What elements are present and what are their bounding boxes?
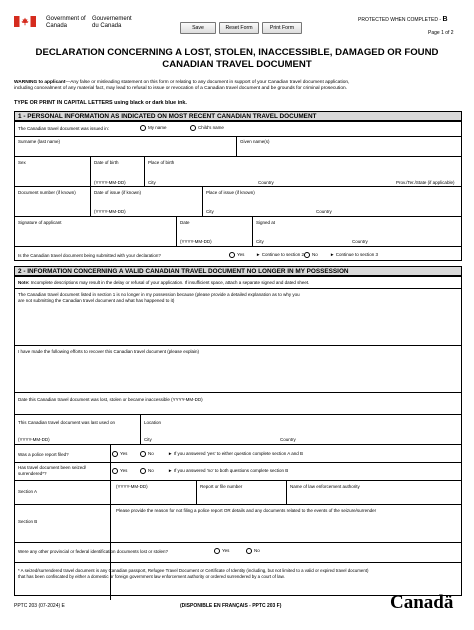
issued-in-label: The Canadian travel document was issued in: bbox=[18, 126, 110, 131]
pob-label: Place of birth bbox=[148, 160, 175, 165]
other-docs-yes-radio[interactable] bbox=[214, 548, 220, 554]
section-a-date-field[interactable]: (YYYY-MM-DD) bbox=[116, 484, 148, 489]
yes-label: Yes bbox=[120, 451, 128, 457]
french-available: (DISPONIBLE EN FRANÇAIS - PPTC 203 F) bbox=[180, 603, 282, 609]
print-form-button[interactable]: Print Form bbox=[262, 22, 302, 34]
dob-format: (YYYY-MM-DD) bbox=[94, 180, 126, 185]
sign-date-label: Date bbox=[180, 220, 190, 225]
doc-number-field[interactable]: Document number (if known) bbox=[18, 190, 76, 195]
protected-label bbox=[358, 17, 448, 23]
sex-field[interactable]: Sex bbox=[18, 160, 26, 165]
divider bbox=[14, 444, 462, 445]
divider bbox=[14, 156, 462, 157]
place-issue-label: Place of issue (if known) bbox=[206, 190, 255, 195]
canada-wordmark: Canadä bbox=[390, 592, 454, 613]
other-docs-no-radio[interactable] bbox=[246, 548, 252, 554]
protected-text: PROTECTED WHEN COMPLETED - bbox=[358, 17, 442, 23]
divider bbox=[202, 186, 203, 216]
explain-line1: The Canadian travel document listed in section 1 is no longer in my possession because (please provide a detailed explanation as to why you bbox=[18, 292, 300, 297]
childs-name-label: Child's name bbox=[198, 125, 224, 131]
section1-header: 1 - PERSONAL INFORMATION AS INDICATED ON MOST RECENT CANADIAN TRAVEL DOCUMENT bbox=[14, 111, 462, 121]
divider bbox=[14, 542, 462, 543]
seized-yes-radio[interactable] bbox=[112, 468, 118, 474]
save-button[interactable]: Save bbox=[180, 22, 216, 34]
report-number-field[interactable]: Report or file number bbox=[200, 484, 243, 489]
police-question: Was a police report filed? bbox=[18, 452, 69, 457]
signature-field[interactable]: Signature of applicant bbox=[18, 220, 62, 225]
police-no-text: If you answered 'no' to both questions complete section B bbox=[173, 468, 289, 473]
my-name-option[interactable] bbox=[140, 125, 167, 131]
efforts-label: I have made the following efforts to recover this Canadian travel document (please explain) bbox=[18, 349, 200, 354]
explanation-textarea[interactable] bbox=[15, 304, 461, 344]
given-names-field[interactable]: Given name(s) bbox=[240, 139, 270, 144]
surname-field[interactable]: Surname (last name) bbox=[18, 139, 61, 144]
my-name-label: My name bbox=[148, 125, 167, 131]
divider bbox=[176, 216, 177, 246]
divider bbox=[14, 186, 462, 187]
no-label: No bbox=[148, 468, 154, 474]
yes-label: Yes bbox=[222, 548, 230, 554]
divider bbox=[140, 414, 141, 444]
page-number: Page 1 of 2 bbox=[428, 30, 454, 36]
sign-date-format: (YYYY-MM-DD) bbox=[180, 239, 212, 244]
seized-question-1: Has travel document been seized/ bbox=[18, 465, 87, 470]
type-print-instruction: TYPE OR PRINT IN CAPITAL LETTERS using black or dark blue ink. bbox=[14, 100, 187, 106]
police-no-instruction: ► If you answered 'no' to both questions complete section B bbox=[168, 468, 289, 473]
divider bbox=[286, 480, 287, 504]
canada-flag-icon bbox=[14, 16, 36, 27]
location-country-field[interactable]: Country bbox=[280, 437, 296, 442]
divider bbox=[14, 246, 462, 247]
police-no-radio[interactable] bbox=[140, 451, 146, 457]
divider bbox=[196, 480, 197, 504]
date-lost-field[interactable]: Date this Canadian travel document was lost, stolen or became inaccessible (YYYY-MM-DD) bbox=[18, 397, 203, 402]
police-yes-text: If you answered 'yes' to either question complete section A and B bbox=[173, 451, 304, 456]
continue3-label: Continue to section 3 bbox=[335, 252, 378, 257]
gov-en-label: Government of Canada bbox=[46, 16, 86, 29]
divider bbox=[14, 136, 462, 137]
explain-line2: are not submitting the Canadian travel document and what has happened to it) bbox=[18, 298, 175, 303]
seized-yes-option[interactable] bbox=[112, 468, 127, 474]
divider bbox=[14, 288, 462, 289]
warning-label: WARNING to applicant bbox=[14, 80, 66, 85]
submitted-no-option[interactable] bbox=[304, 252, 318, 258]
reset-form-button[interactable]: Reset Form bbox=[219, 22, 259, 34]
continue-section2: ► Continue to section 2 bbox=[256, 252, 304, 257]
my-name-radio[interactable] bbox=[140, 125, 146, 131]
divider bbox=[14, 480, 462, 481]
pob-city-field[interactable]: City bbox=[148, 180, 156, 185]
warning-line1: —Any false or misleading statement on this form or relating to any document in support of your Canadian travel document application, bbox=[65, 80, 350, 85]
issue-country-field[interactable]: Country bbox=[316, 209, 332, 214]
yes-label: Yes bbox=[120, 468, 128, 474]
section-b-label: Section B bbox=[18, 519, 38, 524]
signed-at-label: Signed at bbox=[256, 220, 276, 225]
submitted-no-radio[interactable] bbox=[304, 252, 310, 258]
date-issue-label: Date of issue (if known) bbox=[94, 190, 142, 195]
divider bbox=[236, 136, 237, 156]
gov-fr-label: Gouvernement du Canada bbox=[92, 16, 132, 29]
last-used-label: This Canadian travel document was last used on bbox=[18, 420, 116, 425]
other-docs-question: Were any other provincial or federal identification documents lost or stolen? bbox=[18, 549, 168, 554]
section2-header: 2 - INFORMATION CONCERNING A VALID CANADIAN TRAVEL DOCUMENT NO LONGER IN MY POSSESSION bbox=[14, 266, 462, 276]
submitted-yes-radio[interactable] bbox=[229, 252, 235, 258]
childs-name-radio[interactable] bbox=[190, 125, 196, 131]
issue-city-field[interactable]: City bbox=[206, 209, 214, 214]
protected-level: B bbox=[442, 16, 448, 23]
continue2-label: Continue to section 2 bbox=[261, 252, 304, 257]
efforts-textarea[interactable] bbox=[15, 355, 461, 391]
police-no-option[interactable] bbox=[140, 451, 154, 457]
section-a-label: Section A bbox=[18, 489, 38, 494]
seized-no-radio[interactable] bbox=[140, 468, 146, 474]
form-title-line1: DECLARATION CONCERNING A LOST, STOLEN, INACCESSIBLE, DAMAGED OR FOUND bbox=[35, 47, 439, 58]
no-label: No bbox=[148, 451, 154, 457]
other-docs-yes-option[interactable] bbox=[214, 548, 229, 554]
form-title-line2: CANADIAN TRAVEL DOCUMENT bbox=[162, 59, 312, 70]
divider bbox=[14, 504, 462, 505]
location-label: Location bbox=[144, 420, 162, 425]
divider bbox=[14, 462, 462, 463]
divider bbox=[14, 392, 462, 393]
divider bbox=[14, 562, 462, 563]
location-city-field[interactable]: City bbox=[144, 437, 152, 442]
section-b-reason-field[interactable]: Please provide the reason for not filing a police report OR details and any documents related to the events of the seizure/surrender bbox=[116, 508, 377, 513]
note-label: Note: bbox=[18, 280, 30, 285]
date-issue-format: (YYYY-MM-DD) bbox=[94, 209, 126, 214]
continue-section3: ► Continue to section 3 bbox=[330, 252, 378, 257]
dob-label: Date of birth bbox=[94, 160, 119, 165]
pob-country-field[interactable]: Country bbox=[258, 180, 274, 185]
no-label: No bbox=[312, 252, 318, 258]
signed-city-field[interactable]: City bbox=[256, 239, 264, 244]
other-docs-no-option[interactable] bbox=[246, 548, 260, 554]
seized-question-2: surrendered*? bbox=[18, 471, 47, 476]
agency-field[interactable]: Name of law enforcement authority bbox=[290, 484, 360, 489]
form-number: PPTC 203 (07-2024) E bbox=[14, 603, 65, 609]
footnote-line1: * A seized/surrendered travel document is any Canadian passport, Refugee Travel Document or Certificate of Identity (including, but not limited to a valid or expired travel document) bbox=[18, 568, 369, 573]
submitted-question: Is the Canadian travel document being submitted with your declaration? bbox=[18, 253, 161, 258]
signed-country-field[interactable]: Country bbox=[352, 239, 368, 244]
divider bbox=[14, 216, 462, 217]
divider bbox=[14, 345, 462, 346]
yes-label: Yes bbox=[237, 252, 245, 258]
note-body: Incomplete descriptions may result in the delay or refusal of your application. If insufficient space, attach a separate signed and dated sheet. bbox=[30, 280, 310, 285]
childs-name-option[interactable] bbox=[190, 125, 224, 131]
divider bbox=[252, 216, 253, 246]
note-text bbox=[18, 280, 309, 285]
police-yes-option[interactable] bbox=[112, 451, 127, 457]
divider bbox=[144, 156, 145, 186]
pob-prov-field[interactable]: Prov./Ter./State (if applicable) bbox=[396, 180, 455, 185]
warning-text bbox=[14, 80, 464, 92]
police-yes-instruction: ► If you answered 'yes' to either question complete section A and B bbox=[168, 451, 304, 456]
no-label: No bbox=[254, 548, 260, 554]
submitted-yes-option[interactable] bbox=[229, 252, 244, 258]
police-yes-radio[interactable] bbox=[112, 451, 118, 457]
divider bbox=[14, 414, 462, 415]
footnote-line2: that has been confiscated by either a domestic or foreign government law enforcement authority or ordered surrendered by a court of law. bbox=[18, 574, 285, 579]
seized-no-option[interactable] bbox=[140, 468, 154, 474]
last-used-format: (YYYY-MM-DD) bbox=[18, 437, 50, 442]
warning-line2: including concealment of any material fact, may lead to refusal to issue or revocation of a Canadian travel document and be grounds for criminal prosecution. bbox=[14, 86, 348, 91]
